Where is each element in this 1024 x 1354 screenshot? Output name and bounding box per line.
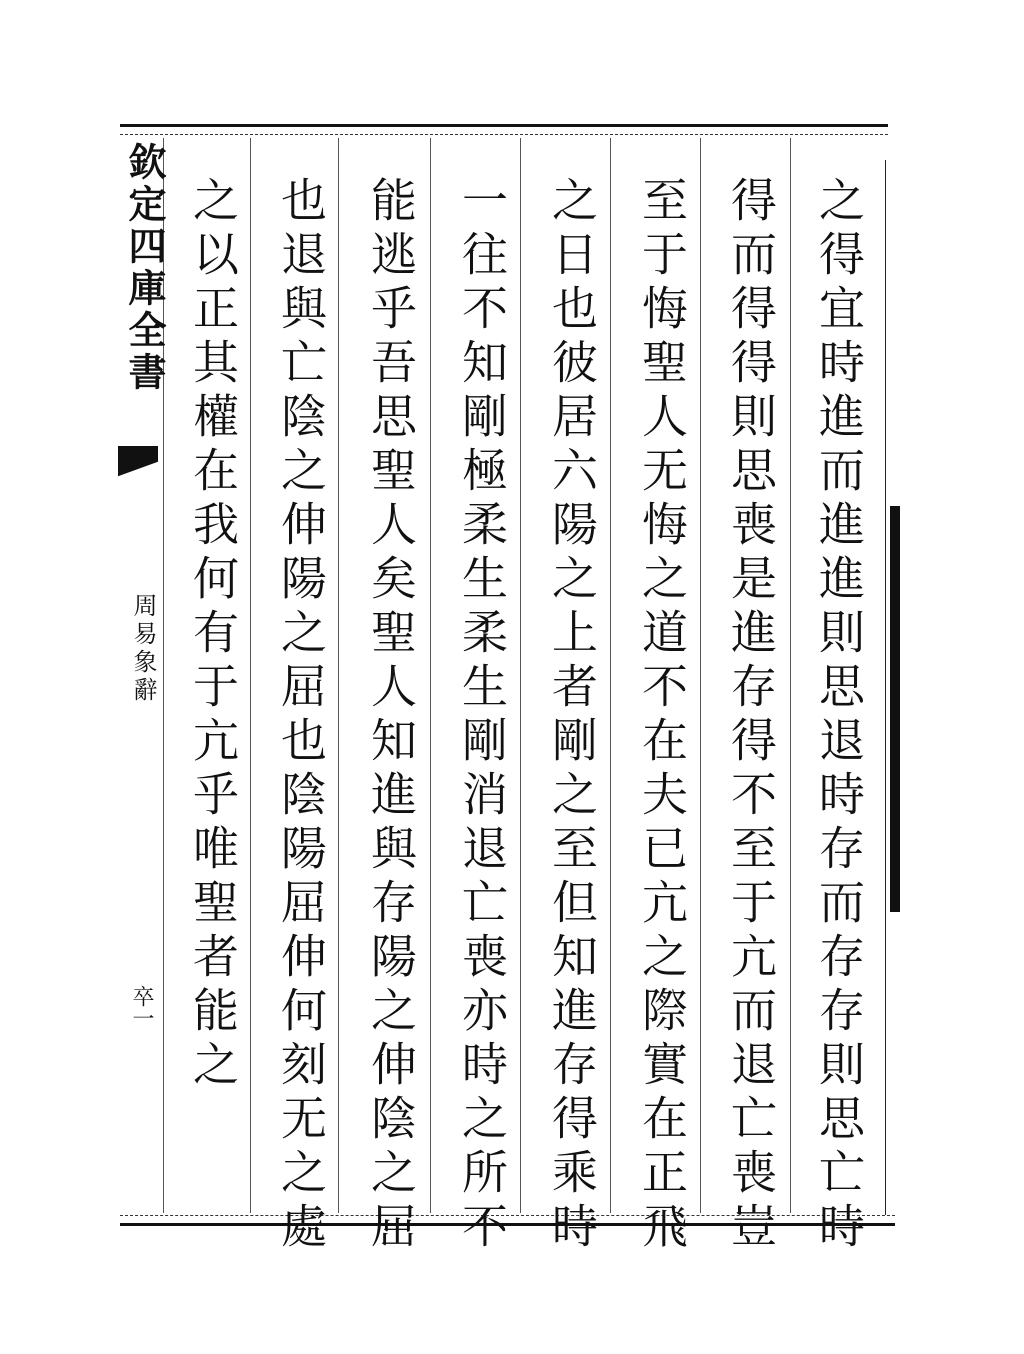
column-text: 之得宜時進而進進則思退時存而存存則思亡時 <box>812 176 866 1256</box>
collection-title <box>117 142 167 398</box>
page-number-text: 卒一 <box>129 985 154 1029</box>
text-column-1 <box>801 176 877 1256</box>
text-column-8 <box>175 176 251 1094</box>
text-column-7 <box>263 176 339 1256</box>
book-title <box>126 593 161 709</box>
text-column-4 <box>534 176 610 1256</box>
column-text: 得而得得則思喪是進存得不至于亢而退亡喪豈 <box>724 176 778 1256</box>
column-text: 之以正其權在我何有于亢乎唯聖者能之 <box>186 176 240 1094</box>
column-text: 能逃乎吾思聖人矣聖人知進與存陽之伸陰之屈 <box>364 176 418 1256</box>
book-title-text: 周易象辭 <box>129 593 157 705</box>
top-border-rule <box>120 124 888 135</box>
column-text: 也退與亡陰之伸陽之屈也陰陽屈伸何刻无之處 <box>274 176 328 1256</box>
collection-title-text: 欽定四庫全書 <box>122 142 167 394</box>
column-text: 一往不知剛極柔生柔生剛消退亡喪亦時之所不 <box>455 176 509 1256</box>
column-text: 至于悔聖人无悔之道不在夫已亢之際實在正飛 <box>635 176 689 1256</box>
page-number <box>126 985 157 1033</box>
column-divider <box>700 138 701 1213</box>
fish-tail-mark <box>118 446 158 486</box>
text-column-3 <box>624 176 700 1256</box>
text-column-5 <box>444 176 520 1256</box>
text-column-6 <box>353 176 429 1256</box>
column-text: 之日也彼居六陽之上者剛之至但知進存得乘時 <box>545 176 599 1256</box>
column-divider <box>610 138 611 1213</box>
column-divider <box>790 138 791 1213</box>
text-column-2 <box>713 176 789 1256</box>
right-frame-line <box>885 160 886 1215</box>
right-edge-mark <box>890 506 900 912</box>
column-divider <box>430 138 431 1213</box>
column-divider <box>520 138 521 1213</box>
